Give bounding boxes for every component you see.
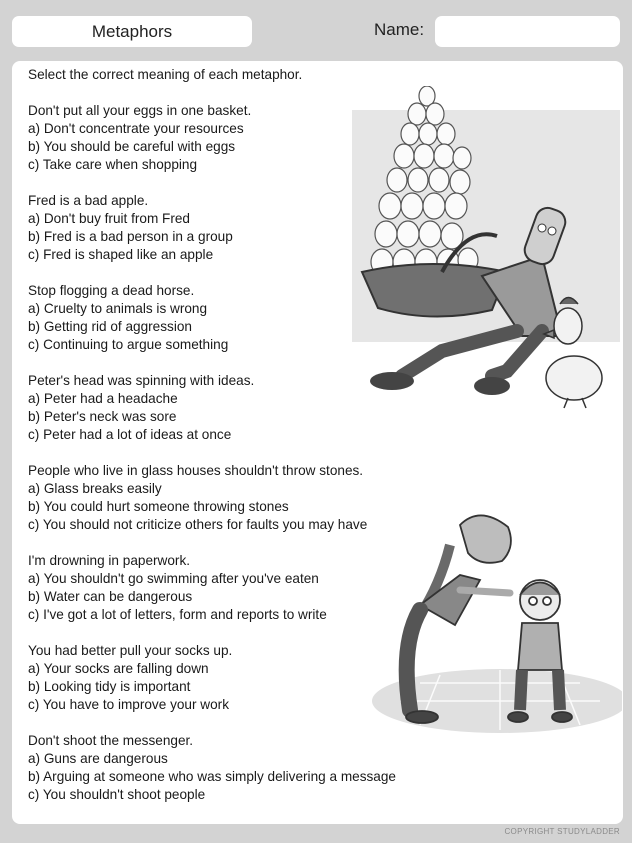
question-prompt: Stop flogging a dead horse.	[28, 283, 195, 298]
option-a[interactable]: a) Your socks are falling down	[28, 661, 209, 676]
question-prompt: People who live in glass houses shouldn't throw stones.	[28, 463, 364, 478]
option-b[interactable]: b) Peter's neck was sore	[28, 409, 177, 424]
name-label: Name:	[374, 20, 425, 39]
option-b[interactable]: b) You should be careful with eggs	[28, 139, 236, 154]
question-prompt: Don't put all your eggs in one basket.	[28, 103, 252, 118]
option-b[interactable]: b) Fred is a bad person in a group	[28, 229, 233, 244]
worksheet-title: Metaphors	[91, 21, 173, 41]
option-a[interactable]: a) Glass breaks easily	[28, 481, 162, 496]
option-c[interactable]: c) I've got a lot of letters, form and reports to write	[28, 607, 327, 622]
question-prompt: You had better pull your socks up.	[28, 643, 233, 658]
option-a[interactable]: a) Don't concentrate your resources	[28, 121, 244, 136]
option-c[interactable]: c) Fred is shaped like an apple	[28, 247, 214, 262]
option-b[interactable]: b) Looking tidy is important	[28, 679, 191, 694]
question-8	[28, 732, 458, 804]
instructions: Select the correct meaning of each metaphor.	[28, 67, 303, 82]
option-b[interactable]: b) Getting rid of aggression	[28, 319, 192, 334]
option-a[interactable]: a) Cruelty to animals is wrong	[28, 301, 208, 316]
option-c[interactable]: c) Peter had a lot of ideas at once	[28, 427, 232, 442]
question-prompt: I'm drowning in paperwork.	[28, 553, 191, 568]
worksheet-title-box	[12, 16, 252, 47]
option-b[interactable]: b) You could hurt someone throwing stones	[28, 499, 289, 514]
option-a[interactable]: a) You shouldn't go swimming after you've eaten	[28, 571, 319, 586]
option-c[interactable]: c) You have to improve your work	[28, 697, 229, 712]
question-prompt: Fred is a bad apple.	[28, 193, 149, 208]
option-a[interactable]: a) Guns are dangerous	[28, 751, 168, 766]
eggs-basket-illustration	[342, 86, 630, 411]
option-c[interactable]: c) You shouldn't shoot people	[28, 787, 206, 802]
option-a[interactable]: a) Don't buy fruit from Fred	[28, 211, 190, 226]
option-c[interactable]: c) Take care when shopping	[28, 157, 198, 172]
question-prompt: Don't shoot the messenger.	[28, 733, 194, 748]
option-c[interactable]: c) Continuing to argue something	[28, 337, 229, 352]
option-b[interactable]: b) Water can be dangerous	[28, 589, 193, 604]
option-b[interactable]: b) Arguing at someone who was simply delivering a message	[28, 769, 396, 784]
option-c[interactable]: c) You should not criticize others for faults you may have	[28, 517, 368, 532]
name-field[interactable]	[435, 16, 620, 47]
copyright-notice: COPYRIGHT STUDYLADDER	[504, 827, 620, 836]
scolding-illustration	[360, 505, 622, 737]
option-a[interactable]: a) Peter had a headache	[28, 391, 178, 406]
question-prompt: Peter's head was spinning with ideas.	[28, 373, 255, 388]
